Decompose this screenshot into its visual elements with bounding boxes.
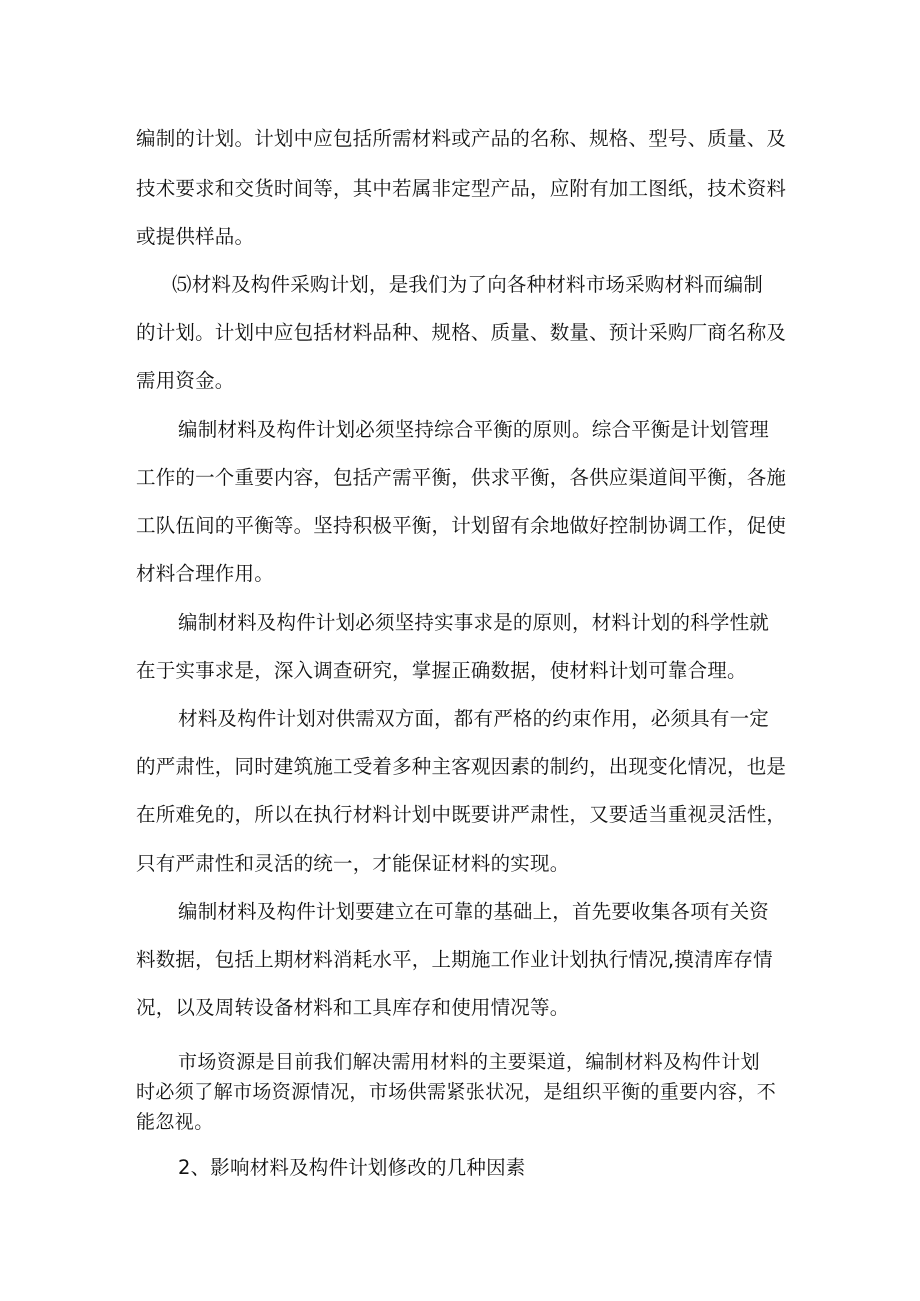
text-line: 只有严肃性和灵活的统一，才能保证材料的实现。 [136, 852, 570, 875]
text-line: 材料合理作用。 [136, 562, 274, 585]
text-line: 的严肃性，同时建筑施工受着多种主客观因素的制约，出现变化情况，也是 [136, 755, 787, 778]
text-line: 况，以及周转设备材料和工具库存和使用情况等。 [136, 996, 570, 1019]
text-line: 材料及构件计划对供需双方面，都有严格的约束作用，必须具有一定 [178, 707, 770, 730]
text-line: 工队伍间的平衡等。坚持积极平衡，计划留有余地做好控制协调工作，促使 [136, 514, 787, 537]
text-line: 能忽视。 [136, 1111, 214, 1133]
text-line: ⑸材料及构件采购计划，是我们为了向各种材料市场采购材料而编制 [172, 273, 764, 296]
text-line: 编制材料及构件计划必须坚持综合平衡的原则。综合平衡是计划管理 [178, 418, 770, 441]
text-line: 市场资源是目前我们解决需用材料的主要渠道，编制材料及构件计划 [178, 1051, 761, 1073]
text-line: 工作的一个重要内容，包括产需平衡，供求平衡，各供应渠道间平衡，各施 [136, 466, 787, 489]
text-line: 或提供样品。 [136, 225, 255, 248]
text-line: 编制的计划。计划中应包括所需材料或产品的名称、规格、型号、质量、及 [136, 127, 787, 150]
text-line: 需用资金。 [136, 369, 235, 392]
text-line: 技术要求和交货时间等，其中若属非定型产品，应附有加工图纸，技术资料 [136, 177, 787, 200]
text-line: 编制材料及构件计划要建立在可靠的基础上，首先要收集各项有关资 [178, 900, 770, 923]
text-line: 在所难免的，所以在执行材料计划中既要讲严肃性，又要适当重视灵活性， [136, 803, 787, 826]
text-line: 的计划。计划中应包括材料品种、规格、质量、数量、预计采购厂商名称及 [136, 321, 787, 344]
text-line: 在于实事求是，深入调查研究，掌握正确数据，使材料计划可靠合理。 [136, 659, 747, 682]
section-heading: 2、影响材料及构件计划修改的几种因素 [178, 1156, 526, 1179]
text-line: 时必须了解市场资源情况，市场供需紧张状况，是组织平衡的重要内容，不 [136, 1081, 777, 1103]
text-line: 料数据，包括上期材料消耗水平，上期施工作业计划执行情况,摸清库存情 [136, 948, 773, 971]
text-line: 编制材料及构件计划必须坚持实事求是的原则，材料计划的科学性就 [178, 611, 770, 634]
